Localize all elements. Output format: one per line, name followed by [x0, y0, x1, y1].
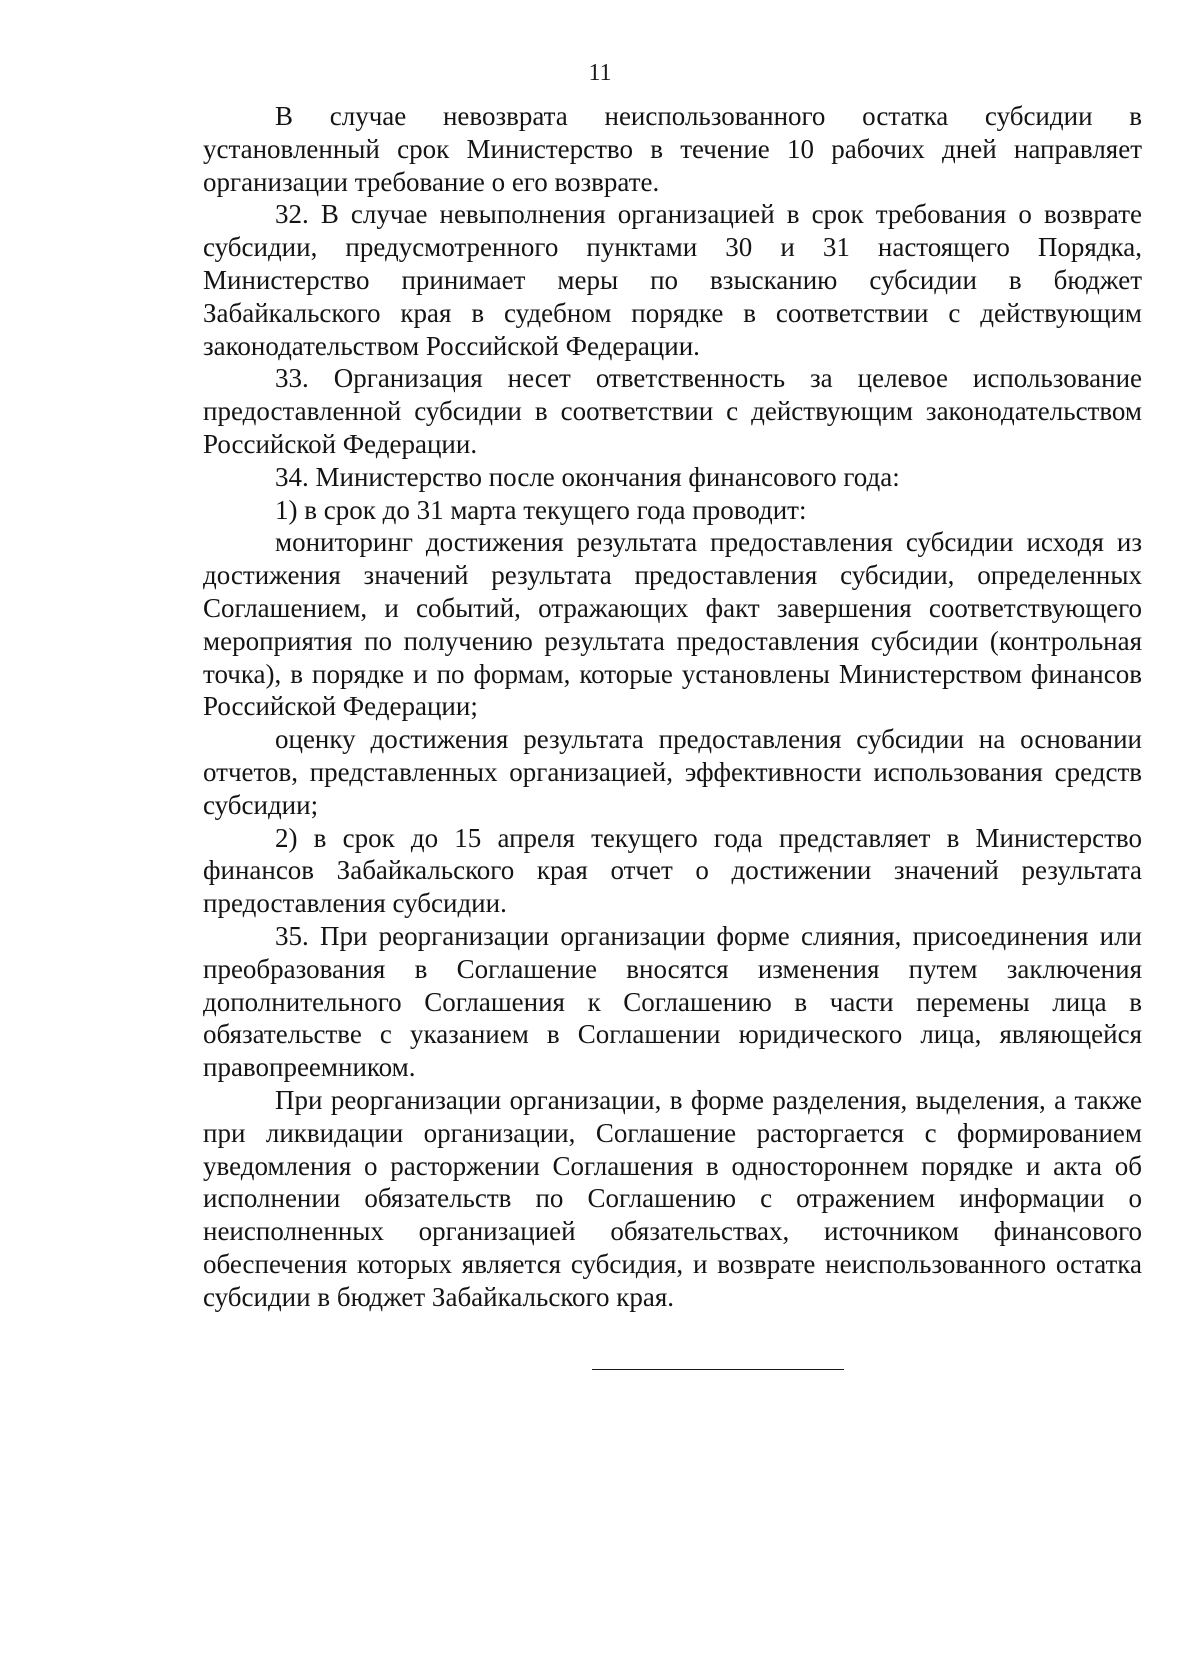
paragraph-32-recovery: 32. В случае невыполнения организацией в срок требования о возврате субсидии, предусмотренного пунктами 30 и 31 настоящего Порядка, Министерство принимает меры по взысканию субсидии в бюджет Забайкальского края в судебном порядке в соответствии с действующим законодательством Российской Федерации.	[203, 199, 1142, 361]
paragraph-liquidation: При реорганизации организации, в форме разделения, выделения, а также при ликвидации организации, Соглашение расторгается с формированием уведомления о расторжении Соглашения в одностороннем порядке и акта об исполнении обязательств по Соглашению с отражением информации о неисполненных организацией обязательствах, источником финансового обеспечения которых является субсидия, и возврате неиспользованного остатка субсидии в бюджет Забайкальского края.	[203, 1084, 1142, 1312]
paragraph-33-responsibility: 33. Организация несет ответственность за целевое использование предоставленной субсидии в соответствии с действующим законодательством Российской Федерации.	[203, 363, 1142, 459]
paragraph-35-reorganization: 35. При реорганизации организации форме слияния, присоединения или преобразования в Соглашение вносятся изменения путем заключения дополнительного Соглашения к Соглашению в части перемены лица в обязательстве с указанием в Соглашении юридического лица, являющейся правопреемником.	[203, 920, 1142, 1083]
paragraph-subsidy-return-deadline: В случае невозврата неиспользованного остатка субсидии в установленный срок Министерство в течение 10 рабочих дней направляет организации требование о его возврате.	[203, 101, 1142, 197]
end-of-document-rule	[592, 1369, 844, 1370]
paragraph-34-ministry-duties: 34. Министерство после окончания финансового года:	[275, 461, 900, 492]
page-number: 11	[588, 60, 612, 86]
document-body	[203, 100, 1142, 1313]
paragraph-monitoring: мониторинг достижения результата предоставления субсидии исходя из достижения значений результата предоставления субсидии, определенных Соглашением, и событий, отражающих факт завершения соответствующего мероприятия по получению результата предоставления субсидии (контрольная точка), в порядке и по формам, которые установлены Министерством финансов Российской Федерации;	[203, 527, 1142, 722]
paragraph-34-item-1: 1) в срок до 31 марта текущего года проводит:	[275, 494, 807, 525]
paragraph-34-item-2: 2) в срок до 15 апреля текущего года представляет в Министерство финансов Забайкальского края отчет о достижении значений результата предоставления субсидии.	[203, 822, 1142, 919]
paragraph-evaluation: оценку достижения результата предоставления субсидии на основании отчетов, представленных организацией, эффективности использования средств субсидии;	[203, 724, 1142, 820]
